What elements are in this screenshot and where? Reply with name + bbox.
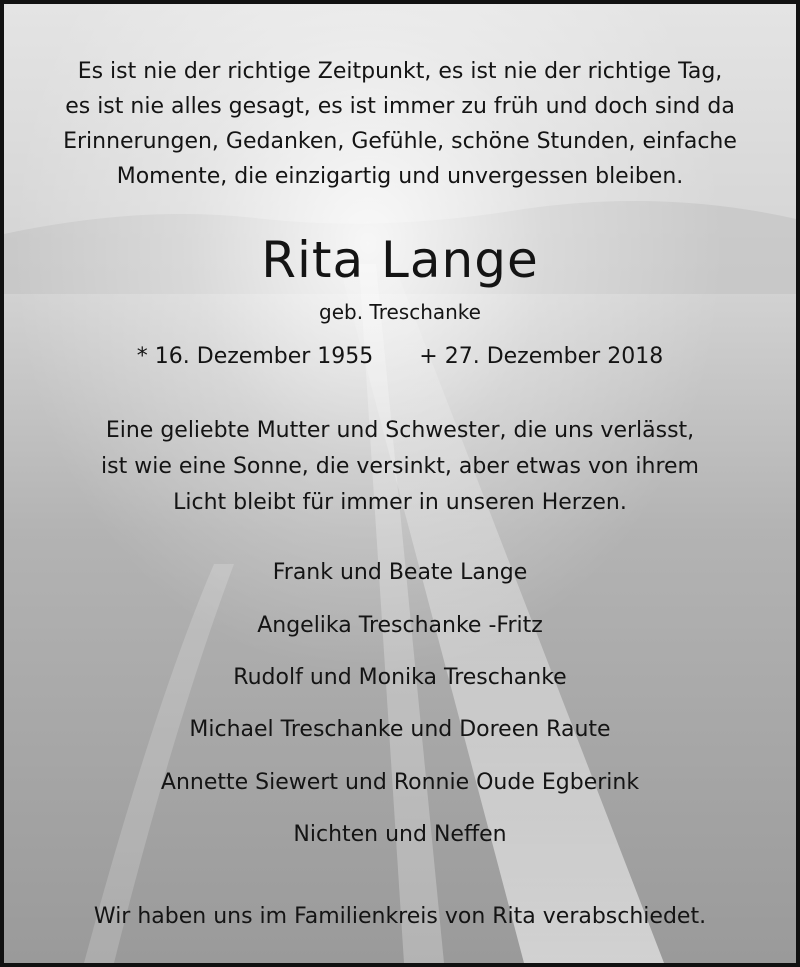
life-dates — [4, 344, 796, 370]
tribute-line: ist wie eine Sonne, die versinkt, aber etwas von ihrem — [101, 454, 699, 479]
birth-date: * 16. Dezember 1955 — [136, 344, 374, 369]
poem-line: Erinnerungen, Gedanken, Gefühle, schöne Stunden, einfache — [63, 129, 737, 154]
mourner-name: Nichten und Neffen — [293, 822, 507, 847]
mourner-name: Annette Siewert und Ronnie Oude Egberink — [160, 770, 640, 795]
mourner-name: Michael Treschanke und Doreen Raute — [189, 717, 611, 742]
maiden-name: geb. Treschanke — [319, 300, 481, 324]
closing-line: Wir haben uns im Familienkreis von Rita verabschiedet. — [93, 904, 707, 929]
poem-line: Momente, die einzigartig und unvergessen bleiben. — [116, 164, 684, 189]
tribute-line: Licht bleibt für immer in unseren Herzen. — [173, 490, 627, 515]
mourner-name: Angelika Treschanke -Fritz — [257, 613, 543, 638]
poem-line: Es ist nie der richtige Zeitpunkt, es ist nie der richtige Tag, — [77, 59, 723, 84]
poem-line: es ist nie alles gesagt, es ist immer zu früh und doch sind da — [65, 94, 735, 119]
tribute-line: Eine geliebte Mutter und Schwester, die uns verlässt, — [105, 418, 695, 443]
mourner-name: Rudolf und Monika Treschanke — [233, 665, 567, 690]
death-date: + 27. Dezember 2018 — [419, 344, 664, 369]
deceased-name: Rita Lange — [261, 231, 539, 289]
mourner-name: Frank und Beate Lange — [272, 560, 528, 585]
